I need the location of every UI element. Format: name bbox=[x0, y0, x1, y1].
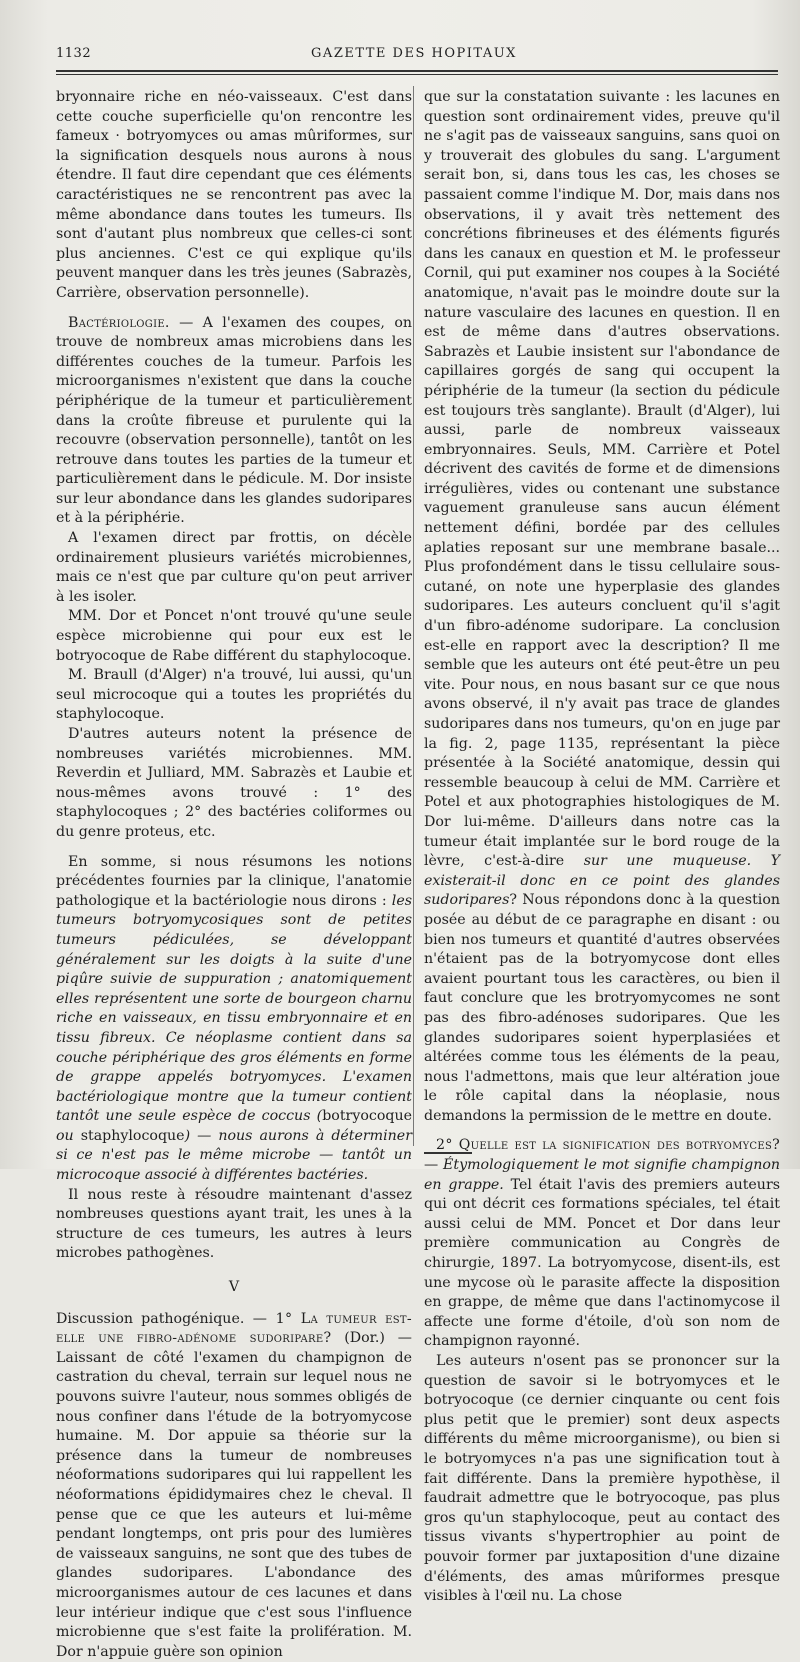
column-divider bbox=[413, 86, 414, 1146]
paragraph-italic: sur une muqueuse. Y existerait-il donc en ce point des glandes sudoripares bbox=[424, 853, 780, 909]
paragraph-text: — A l'examen des coupes, on trouve de nombreux amas microbiens dans les différentes couches de la tumeur. Parfois les microorganismes n'existent que dans la couche périphérique de la tumeur et particulièrement dans la croûte fibreuse et purulente qui la recouvre (observation personnelle), tantôt on les retrouve dans toutes les parties de la tumeur et particulièrement dans le pédicule. M. Dor insiste sur leur abondance dans les glandes sudoripares et à la périphérie. bbox=[56, 314, 412, 527]
summary-italic: ou bbox=[56, 1127, 81, 1144]
paragraph-continued bbox=[424, 88, 780, 1126]
paragraph-italic: Étymologiquement le mot signifie champignon en grappe. bbox=[424, 1157, 781, 1193]
summary-roman: staphylocoque bbox=[80, 1127, 185, 1144]
discussion-question: — 1° La tumeur est-elle une fibro-adénome sudoripare? bbox=[56, 1310, 412, 1347]
paragraph-bacteriologie bbox=[56, 314, 412, 530]
discussion-heading: Discussion pathogénique. bbox=[56, 1310, 245, 1327]
header-rule-thin bbox=[56, 74, 778, 75]
section-number: V bbox=[228, 1279, 240, 1296]
header-rule-thick bbox=[56, 70, 778, 72]
paragraph-text: (Dor.) — Laissant de côté l'examen du champignon de castration du cheval, terrain sur lequel nous ne pouvons suivre l'auteur, nous sommes obligés de nous confiner dans l'étude de la botryomycose humaine. M. Dor appuie sa théorie sur la présence dans la tumeur de nombreuses néoformations sudoripares qui lui rappellent les néoformations épididymaires chez le cheval. Il pense que ce que les auteurs et lui-même pendant longtemps, ont pris pour des lumières de vaisseaux sanguins, ne sont que des tubes de glandes sudoripares. L'abondance des microorganismes autour de ces lacunes et dans leur intérieur indique que c'est sous l'influence microbienne que s'est faite la prolifération. M. Dor n'appuie guère son opinion bbox=[56, 1330, 412, 1660]
left-column bbox=[56, 88, 412, 1662]
paragraph: M. Braull (d'Alger) n'a trouvé, lui aussi, qu'un seul microcoque qui a toutes les propriétés du staphylocoque. bbox=[56, 667, 412, 723]
summary-intro: En somme, si nous résumons les notions précédentes fournies par la clinique, l'anatomie pathologique et la bactériologie nous dirons : bbox=[56, 853, 412, 909]
paragraph: bryonnaire riche en néo-vaisseaux. C'est dans cette couche superficielle qu'on rencontre les fameux · botryomyces ou amas mûriformes, sur la signification desquels nous aurons à nous étendre. Il faut dire cependant que ces éléments caractéristiques ne se rencontrent pas avec la même abondance dans toutes les tumeurs. Ils sont d'autant plus nombreux que celles-ci sont plus anciennes. C'est ce qui explique qu'ils peuvent manquer dans les très jeunes (Sabrazès, Carrière, observation personnelle). bbox=[56, 89, 412, 301]
paragraph-text: que sur la constatation suivante : les lacunes en question sont ordinairement vides, preuve qu'il ne s'agit pas de vaisseaux sanguins, sans quoi on y trouverait des globules du sang. L'argument serait bon, si, dans tous les cas, les choses se passaient comme l'indique M. Dor, mais dans nos observations, il y avait très nettement des concrétions fibrineuses et des éléments figurés dans les canaux en question et M. le professeur Cornil, qui put examiner nos coupes à la Société anatomique, n'avait pas le moindre doute sur la nature vasculaire des lacunes en question. Il en est de même dans d'autres observations. Sabrazès et Laubie insistent sur l'abondance de capillaires gorgés de sang qui occupent la périphérie de la tumeur (la section du pédicule est toujours très sanglante). Brault (d'Alger), lui aussi, parle de nombreux vaisseaux embryonnaires. Seuls, MM. Carrière et Potel décrivent des cavités de forme et de dimensions irrégulières, vides ou contenant une substance vaguement granuleuse sans aucun élément nettement défini, bordée par des cellules aplaties reposant sur une membrane basale... Plus profondément dans le tissu cellulaire sous-cutané, on note une hyperplasie des glandes sudoripares. Les auteurs concluent qu'il s'agit d'un fibro-adénome sudoripare. La conclusion est-elle en rapport avec la description? Il me semble que les auteurs ont été peut-être un peu vite. Pour nous, en nous basant sur ce que nous avons observé, il n'y avait pas trace de glandes sudoripares dans nos tumeurs, qu'on en juge par la fig. 2, page 1135, représentant la pièce présentée à la Société anatomique, dessin qui ressemble beaucoup à celui de MM. Carrière et Potel et aux photographies histologiques de M. Dor lui-même. D'ailleurs dans notre cas la tumeur était implantée sur le bord rouge de la lèvre, c'est-à-dire bbox=[424, 89, 780, 870]
underline-mark bbox=[424, 1152, 472, 1154]
paragraph: MM. Dor et Poncet n'ont trouvé qu'une seule espèce microbienne qui pour eux est le botryocoque de Rabe différent du staphylocoque. bbox=[56, 608, 412, 664]
paragraph: Il nous reste à résoudre maintenant d'assez nombreuses questions ayant trait, les unes à la structure de ces tumeurs, les autres à leurs microbes pathogènes. bbox=[56, 1186, 412, 1262]
paragraph-summary bbox=[56, 853, 412, 1186]
summary-italic: les tumeurs botryomycosiques sont de petites tumeurs pédiculées, se développant généralement sur les doigts à la suite d'une piqûre suivie de suppuration ; anatomiquement elles représentent une sorte de bourgeon charnu riche en vaisseaux, en tissu embryonnaire et en tissu fibreux. Ce néoplasme contient dans sa couche périphérique des gros éléments en forme de grappe appelés botryomyces. L'examen bactériologique montre que la tumeur contient tantôt une seule espèce de coccus ( bbox=[56, 892, 412, 1125]
page-header bbox=[56, 46, 772, 66]
paragraph-discussion bbox=[56, 1310, 412, 1662]
question-heading: 2° Quelle est la signification des botryomyces? bbox=[436, 1137, 780, 1154]
page-number: 1132 bbox=[56, 46, 92, 61]
paragraph: D'autres auteurs notent la présence de nombreuses variétés microbiennes. MM. Reverdin et Julliard, MM. Sabrazès et Laubie et nous-mêmes avons trouvé : 1° des staphylocoques ; 2° des bactéries coliformes ou du genre proteus, etc. bbox=[56, 726, 412, 840]
right-column bbox=[424, 88, 780, 1607]
paragraph-text: ? Nous répondons donc à la question posée au début de ce paragraphe en disant : ou bien nos tumeurs et quantité d'autres observées n'étaient pas de la botryomycose dont elles avaient pourtant tous les caractères, ou bien il faut conclure que les brotryomycomes ne sont pas des fibro-adénoses sudoripares. Que les glandes sudoripares soient hyperplasiées et altérées comme tous les éléments de la peau, nous l'admettons, mais que leur altération joue le rôle capital dans la néoplasie, nous demandons la permission de le mettre en doute. bbox=[424, 892, 780, 1124]
dash: — bbox=[424, 1157, 444, 1174]
summary-roman: botryocoque bbox=[322, 1108, 412, 1125]
paragraph-text: Tel était l'avis des premiers auteurs qui ont décrit ces formations spéciales, tel était aussi celui de MM. Poncet et Dor dans leur première communication au Congrès de chirurgie, 1897. La botryomycose, disent-ils, est une mycose où le parasite affecte la disposition en grappe, de même que dans l'actinomycose il affecte une forme d'étoile, d'où son nom de champignon rayonné. bbox=[424, 1176, 781, 1350]
paragraph: A l'examen direct par frottis, on décèle ordinairement plusieurs variétés microbiennes, mais ce n'est que par culture qu'on peut arriver à les isoler. bbox=[56, 530, 412, 605]
summary-italic: ) — nous aurons à déterminer si ce n'est pas le même microbe — tantôt un microcoque associé à différentes bactéries. bbox=[56, 1127, 412, 1184]
section-heading: Bactériologie. bbox=[68, 314, 170, 331]
journal-title: GAZETTE DES HOPITAUX bbox=[311, 46, 517, 61]
paragraph: Les auteurs n'osent pas se prononcer sur la question de savoir si le botryomyces et le botryocoque (ce dernier cinquante ou cent fois plus petit que le premier) sont deux aspects différents du même microorganisme), ou bien si le botryomyces n'a pas une signification tout à fait différente. Dans la première hypothèse, il faudrait admettre que le botryocoque, pas plus gros qu'un staphylocoque, peut au contact des tissus vivants s'hypertrophier au point de pouvoir former par juxtaposition d'une dizaine d'éléments, des amas mûriformes presque visibles à l'œil nu. La chose bbox=[424, 1353, 780, 1605]
